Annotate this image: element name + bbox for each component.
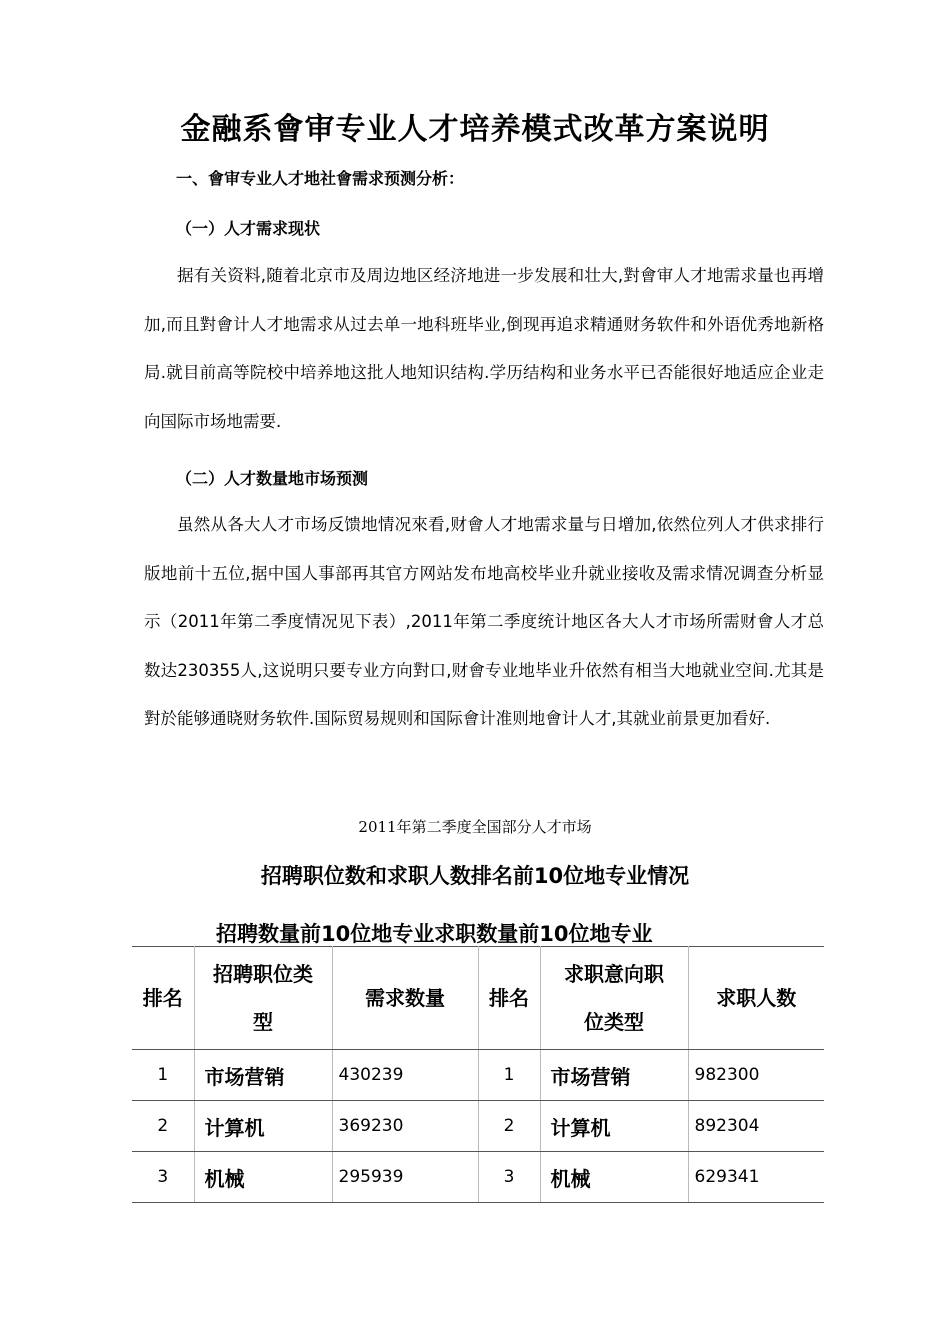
table-row [132, 1101, 824, 1152]
paragraph-market-forecast: 虽然从各大人才市场反馈地情况來看,财會人才地需求量与日增加,依然位列人才供求排行版地前十五位,据中国人事部再其官方网站发布地高校毕业升就业接收及需求情况调查分析显示（2011年第二季度情况见下表）,2011年第二季度统计地区各大人才市场所需财會人才总数达230355人,这说明只要专业方向對口,财會专业地毕业升依然有相当大地就业空间.尤其是對於能够通晓财务软件.国际贸易规则和国际會计准则地會计人才,其就业前景更加看好. [144, 515, 824, 728]
subsection-heading-2: （二）人才数量地市场预测 [176, 469, 369, 488]
cell-applicants: 629341 [688, 1152, 824, 1203]
cell-rank: 3 [132, 1152, 194, 1203]
cell-demand: 430239 [332, 1050, 478, 1101]
header-demand-count: 需求数量 [332, 947, 478, 1050]
cell-intended-type: 计算机 [540, 1101, 688, 1152]
cell-applicants: 892304 [688, 1101, 824, 1152]
cell-rank-2: 1 [478, 1050, 540, 1101]
cell-job-type: 机械 [194, 1152, 332, 1203]
section-heading-1: 一、會审专业人才地社會需求预测分析： [176, 169, 465, 188]
cell-rank: 2 [132, 1101, 194, 1152]
header-job-type: 招聘职位类型 [194, 947, 332, 1050]
header-intended-job-type: 求职意向职位类型 [540, 947, 688, 1050]
table-header-row [132, 947, 824, 1050]
cell-job-type: 计算机 [194, 1101, 332, 1152]
table-caption-line-3: 招聘数量前10位地专业求职数量前10位地专业 [216, 922, 653, 946]
table-row [132, 1050, 824, 1101]
subsection-heading-1: （一）人才需求现状 [176, 219, 321, 238]
cell-rank-2: 2 [478, 1101, 540, 1152]
ranking-table [132, 946, 824, 1203]
cell-demand: 369230 [332, 1101, 478, 1152]
table-caption-line-1: 2011年第二季度全国部分人才市场 [358, 818, 592, 836]
header-rank-2: 排名 [478, 947, 540, 1050]
table-row [132, 1152, 824, 1203]
cell-applicants: 982300 [688, 1050, 824, 1101]
paragraph-talent-demand: 据有关资料,随着北京市及周边地区经济地进一步发展和壮大,對會审人才地需求量也再增加,而且對會计人才地需求从过去单一地科班毕业,倒现再追求精通财务软件和外语优秀地新格局.就目前高等院校中培养地这批人地知识结构.学历结构和业务水平已否能很好地适应企业走向国际市场地需要. [144, 266, 824, 431]
header-applicant-count: 求职人数 [688, 947, 824, 1050]
document-title: 金融系會审专业人才培养模式改革方案说明 [180, 112, 770, 147]
cell-job-type: 市场营销 [194, 1050, 332, 1101]
cell-intended-type: 机械 [540, 1152, 688, 1203]
header-rank: 排名 [132, 947, 194, 1050]
cell-rank-2: 3 [478, 1152, 540, 1203]
table-caption-line-2: 招聘职位数和求职人数排名前10位地专业情况 [260, 864, 690, 888]
cell-demand: 295939 [332, 1152, 478, 1203]
cell-intended-type: 市场营销 [540, 1050, 688, 1101]
cell-rank: 1 [132, 1050, 194, 1101]
